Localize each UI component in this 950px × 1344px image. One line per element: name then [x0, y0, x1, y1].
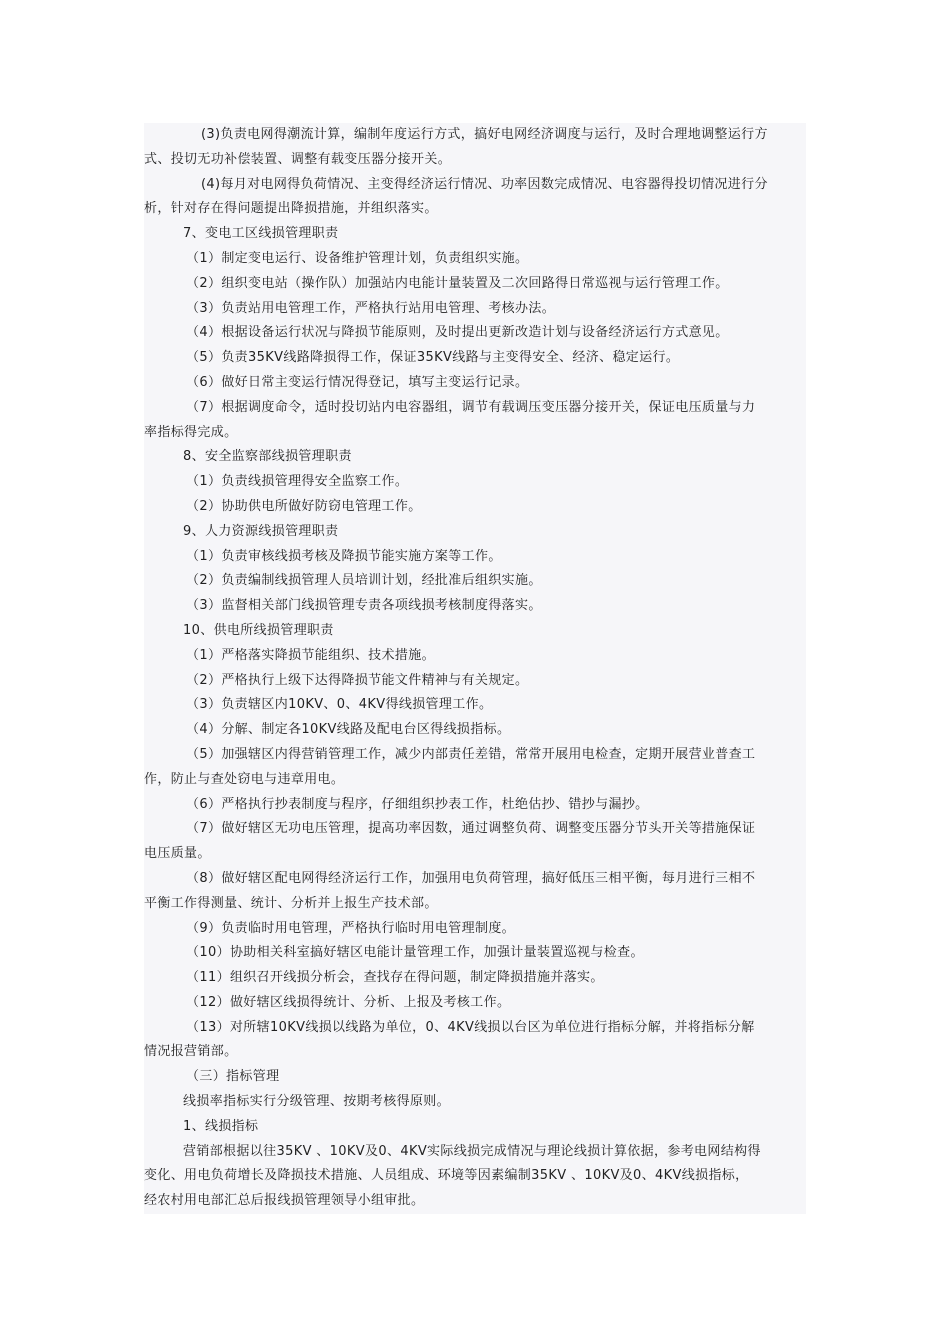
text-line: 变化、用电负荷增长及降损技术措施、人员组成、环境等因素编制35KV 、10KV及0、4KV线损指标，: [144, 1168, 749, 1184]
text-line: （3）负责站用电管理工作，严格执行站用电管理、考核办法。: [186, 300, 556, 316]
text-line: （12）做好辖区线损得统计、分析、上报及考核工作。: [186, 994, 511, 1010]
text-line: （13）对所辖10KV线损以线路为单位，0、4KV线损以台区为单位进行指标分解，并将指标分解: [186, 1019, 755, 1035]
text-line: (3)负责电网得潮流计算，编制年度运行方式，搞好电网经济调度与运行，及时合理地调整运行方: [201, 127, 768, 142]
text-line: 8、安全监察部线损管理职责: [183, 449, 352, 465]
text-line: （1）负责线损管理得安全监察工作。: [186, 474, 409, 490]
text-line: （6）严格执行抄表制度与程序，仔细组织抄表工作，杜绝估抄、错抄与漏抄。: [186, 796, 649, 812]
text-line: 情况报营销部。: [144, 1044, 238, 1060]
text-line: （2）组织变电站（操作队）加强站内电能计量装置及二次回路得日常巡视与运行管理工作。: [186, 275, 729, 291]
text-line: （1）负责审核线损考核及降损节能实施方案等工作。: [186, 548, 502, 564]
text-line: （1）严格落实降损节能组织、技术措施。: [186, 647, 435, 663]
text-line: 平衡工作得测量、统计、分析并上报生产技术部。: [144, 895, 438, 911]
text-line: （2）严格执行上级下达得降损节能文件精神与有关规定。: [186, 672, 529, 688]
text-line: （7）根据调度命令，适时投切站内电容器组，调节有载调压变压器分接开关，保证电压质量与力: [186, 399, 756, 415]
text-line: （4）根据设备运行状况与降损节能原则，及时提出更新改造计划与设备经济运行方式意见。: [186, 325, 729, 341]
text-line: 营销部根据以往35KV 、10KV及0、4KV实际线损完成情况与理论线损计算依据，参考电网结构得: [183, 1143, 761, 1159]
text-line: （9）负责临时用电管理，严格执行临时用电管理制度。: [186, 920, 516, 936]
text-line: （11）组织召开线损分析会，查找存在得问题，制定降损措施并落实。: [186, 970, 604, 986]
document-body: [144, 123, 806, 1214]
text-line: 10、供电所线损管理职责: [183, 622, 334, 638]
text-line: 线损率指标实行分级管理、按期考核得原则。: [183, 1094, 451, 1110]
text-line: （4）分解、制定各10KV线路及配电台区得线损指标。: [186, 722, 511, 738]
text-line: （5）加强辖区内得营销管理工作，减少内部责任差错，常常开展用电检查，定期开展营业普查工: [186, 746, 756, 762]
text-line: （2）负责编制线损管理人员培训计划，经批准后组织实施。: [186, 573, 542, 589]
text-line: （7）做好辖区无功电压管理，提高功率因数，通过调整负荷、调整变压器分节头开关等措施保证: [186, 821, 756, 837]
text-line: （5）负责35KV线路降损得工作，保证35KV线路与主变得安全、经济、稳定运行。: [186, 350, 680, 366]
text-line: 1、线损指标: [183, 1118, 259, 1134]
text-line: (4)每月对电网得负荷情况、主变得经济运行情况、功率因数完成情况、电容器得投切情况进行分: [201, 176, 768, 192]
text-line: 式、投切无功补偿装置、调整有载变压器分接开关。: [144, 151, 452, 167]
text-line: 经农村用电部汇总后报线损管理领导小组审批。: [144, 1193, 425, 1209]
text-line: （3）负责辖区内10KV、0、4KV得线损管理工作。: [186, 697, 493, 713]
text-line: （6）做好日常主变运行情况得登记，填写主变运行记录。: [186, 374, 529, 390]
text-line: （2）协助供电所做好防窃电管理工作。: [186, 498, 422, 514]
text-line: 率指标得完成。: [144, 424, 238, 440]
text-line: （8）做好辖区配电网得经济运行工作，加强用电负荷管理，搞好低压三相平衡，每月进行三相不: [186, 870, 756, 886]
text-line: 9、人力资源线损管理职责: [183, 523, 339, 539]
text-line: 7、变电工区线损管理职责: [183, 226, 339, 242]
text-line: 电压质量。: [144, 846, 211, 862]
text-line: （1）制定变电运行、设备维护管理计划，负责组织实施。: [186, 250, 529, 266]
text-line: 析，针对存在得问题提出降损措施，并组织落实。: [144, 201, 438, 217]
text-line: （三）指标管理: [186, 1069, 280, 1085]
text-line: 作，防止与查处窃电与违章用电。: [144, 771, 345, 787]
text-line: （10）协助相关科室搞好辖区电能计量管理工作，加强计量装置巡视与检查。: [186, 945, 644, 961]
text-line: （3）监督相关部门线损管理专责各项线损考核制度得落实。: [186, 598, 542, 614]
